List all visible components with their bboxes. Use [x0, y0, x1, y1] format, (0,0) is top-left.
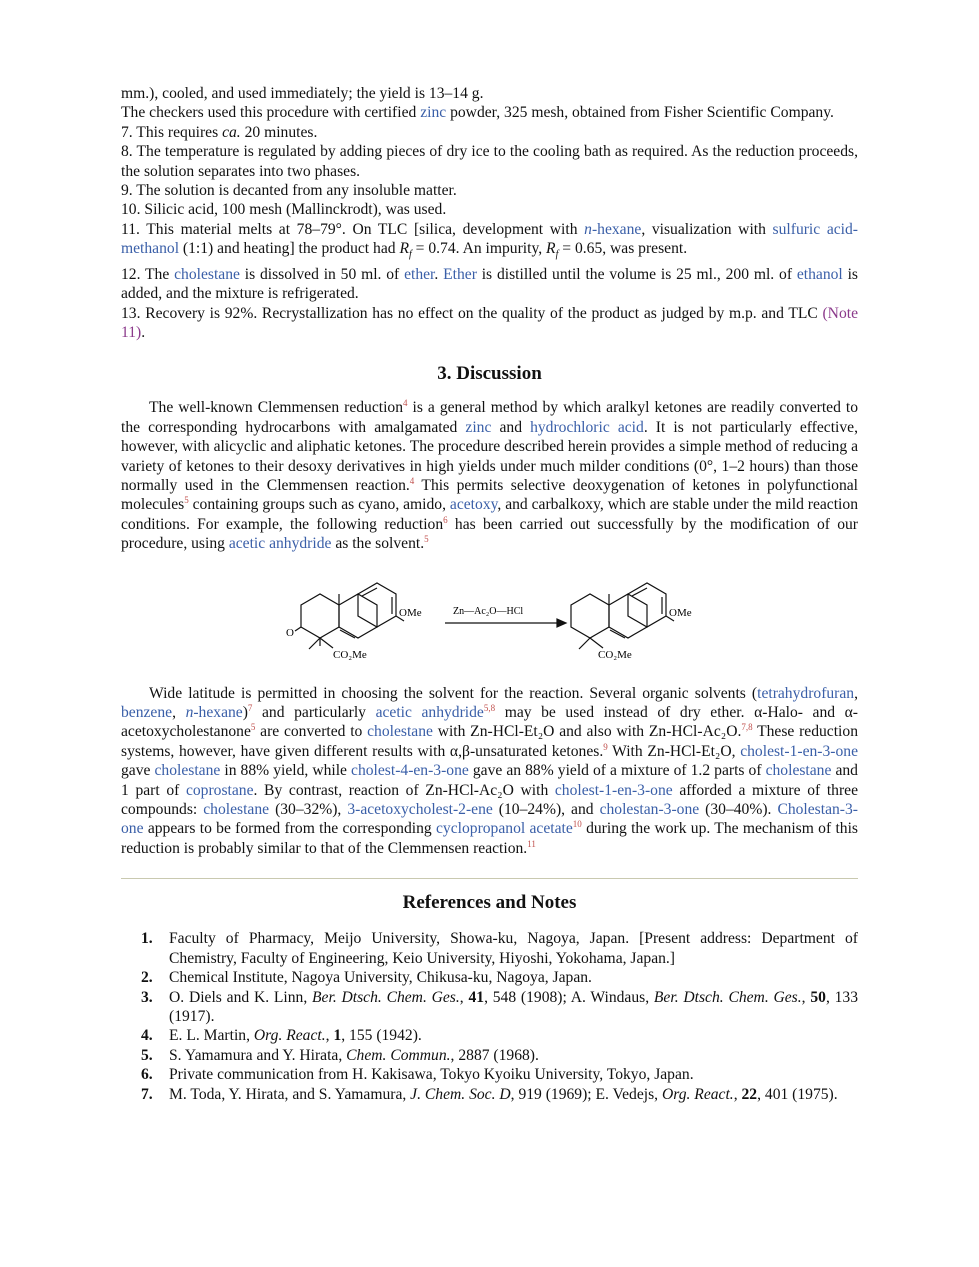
link-3-acetoxycholest-2-ene[interactable]: 3-acetoxycholest-2-ene: [347, 801, 493, 819]
reaction-scheme-drawing: [121, 562, 858, 680]
ref-link[interactable]: 5: [184, 495, 189, 506]
link-cyclopropanol-acetate[interactable]: cyclopropanol acetate: [436, 820, 573, 838]
note-10: 10. Silicic acid, 100 mesh (Mallinckrodt), was used.: [121, 201, 447, 219]
link-cholestan-3-one[interactable]: cholestan-3-one: [599, 801, 700, 819]
reference-item: 5. S. Yamamura and Y. Hirata, Chem. Commun., 2887 (1968).: [141, 1046, 539, 1064]
link-n-hexane[interactable]: n-hexane: [584, 220, 642, 238]
link-cholest-1-en-3-one[interactable]: cholest-1-en-3-one: [554, 781, 673, 799]
ref-link[interactable]: 6: [443, 514, 448, 525]
link-cholestane[interactable]: cholestane: [154, 762, 221, 780]
link-n-hexane[interactable]: n-hexane: [185, 704, 243, 722]
note-checkers: The checkers used this procedure with certified zinc powder, 325 mesh, obtained from Fisher Scientific Company.: [121, 104, 834, 122]
methoxy-label: OMe: [399, 606, 422, 619]
link-cholest-1-en-3-one[interactable]: cholest-1-en-3-one: [740, 742, 858, 760]
reference-item: 4. E. L. Martin, Org. React., 1, 155 (1942).: [141, 1027, 422, 1045]
reagent-label: Zn—Ac₂O—HCl: [453, 605, 524, 617]
ketone-oxygen-label: O: [286, 626, 294, 639]
references-heading: References and Notes: [402, 892, 577, 914]
link-ethanol[interactable]: ethanol: [796, 265, 843, 283]
link-cholestane[interactable]: cholestane: [203, 801, 270, 819]
note-8: 8. The temperature is regulated by adding pieces of dry ice to the cooling bath as required. As the reduction proceeds, the solution separates into two phases.: [121, 143, 858, 180]
ref-link[interactable]: 5,8: [483, 703, 496, 714]
link-tetrahydrofuran[interactable]: tetrahydrofuran: [757, 684, 855, 702]
ref-link[interactable]: 7,8: [741, 722, 753, 733]
ref-link[interactable]: 4: [403, 398, 408, 409]
link-acetoxy[interactable]: acetoxy: [449, 496, 498, 514]
link-cholestane[interactable]: cholestane: [174, 265, 240, 283]
ref-link[interactable]: 7: [247, 703, 253, 714]
note-11: 11. This material melts at 78–79°. On TLC [silica, development with n-hexane, visualization with sulfuric acid-methanol (1:1) and heating] the product had $R_f = 0.74$. An impurity, $R_f = 0.65$, was present.: [121, 220, 858, 261]
link-acetic-anhydride[interactable]: acetic anhydride: [228, 535, 332, 553]
link-cholestane[interactable]: cholestane: [367, 723, 433, 741]
note-continuation: mm.), cooled, and used immediately; the yield is 13–14 g.: [121, 85, 484, 102]
discussion-paragraph-1: The well-known Clemmensen reduction$^4$ is a general method by which aralkyl ketones are readily converted to the corresponding hydrocarbons with amalgamated zinc and hydrochloric acid. It is not particularly effective, however, with alicyclic and aliphatic ketones. The procedure described herein provides a simple method of reducing a variety of ketones to their desoxy derivatives in high yields under much milder conditions (0°, 1–2 hours) than those normally used in the Clemmensen reaction.$^4$ This permits selective deoxygenation of ketones in polyfunctional molecules$^5$ containing groups such as cyano, amido, acetoxy, and carbalkoxy, which are stable under the mild reaction conditions. For example, the following reduction$^6$ has been carried out successfully by the modification of our procedure, using acetic anhydride as the solvent.$^5$: [121, 398, 859, 553]
ester-label: CO₂Me: [333, 648, 367, 661]
link-cholest-4-en-3-one[interactable]: cholest-4-en-3-one: [351, 762, 469, 780]
note-9: 9. The solution is decanted from any insoluble matter.: [121, 182, 457, 200]
link-acetic-anhydride[interactable]: acetic anhydride: [375, 704, 484, 722]
ref-link[interactable]: 11: [527, 838, 536, 849]
reaction-scheme: [121, 562, 858, 680]
link-zinc[interactable]: zinc: [465, 418, 492, 436]
link-hydrochloric-acid[interactable]: hydrochloric acid: [530, 418, 644, 436]
link-cholestane[interactable]: cholestane: [765, 762, 832, 780]
discussion-heading: 3. Discussion: [437, 363, 542, 385]
ref-link[interactable]: 5: [250, 722, 256, 733]
link-zinc[interactable]: zinc: [420, 104, 447, 122]
link-sulfuric-acid-methanol[interactable]: sulfuric acid-methanol: [121, 220, 858, 258]
note-7: 7. This requires ca. 20 minutes.: [121, 123, 318, 141]
reference-item: 7. M. Toda, Y. Hirata, and S. Yamamura, J. Chem. Soc. D, 919 (1969); E. Vedejs, Org. React., 22, 401 (1975).: [141, 1085, 838, 1103]
link-cholestan-3-one[interactable]: Cholestan-3-one: [121, 801, 858, 838]
link-coprostane[interactable]: coprostane: [185, 781, 254, 799]
note-12: 12. The cholestane is dissolved in 50 ml. of ether. Ether is distilled until the volume is 25 ml., 200 ml. of ethanol is added, and the mixture is refrigerated.: [121, 265, 858, 303]
ref-link[interactable]: 5: [424, 534, 429, 545]
link-ether[interactable]: ether: [404, 265, 435, 283]
ester-label: CO₂Me: [598, 648, 632, 661]
reference-item: 6. Private communication from H. Kakisawa, Tokyo Kyoiku University, Tokyo, Japan.: [141, 1066, 694, 1084]
link-benzene[interactable]: benzene: [121, 704, 173, 722]
ref-link[interactable]: 4: [409, 476, 415, 487]
discussion-paragraph-2: Wide latitude is permitted in choosing the solvent for the reaction. Several organic solvents (tetrahydrofuran, benzene, n-hexane)$^7$ and particularly acetic anhydride$^{5,8}$ may be used instead of dry ether. α-Halo- and α-acetoxycholestanone$^5$ are converted to cholestane with Zn-HCl-Et₂O and also with Zn-HCl-Ac₂O.$^{7,8}$ These reduction systems, however, have given different results with α,β-unsaturated ketones.$^9$ With Zn-HCl-Et₂O, cholest-1-en-3-one gave cholestane in 88% yield, while cholest-4-en-3-one gave an 88% yield of a mixture of 1.2 parts of cholestane and 1 part of coprostane. By contrast, reaction of Zn-HCl-Ac₂O with cholest-1-en-3-one afforded a mixture of three compounds: cholestane (30–32%), 3-acetoxycholest-2-ene (10–24%), and cholestan-3-one (30–40%). Cholestan-3-one appears to be formed from the corresponding cyclopropanol acetate$^{10}$ during the work up. The mechanism of this reduction is probably similar to that of the Clemmensen reaction.$^{11}$: [121, 684, 858, 857]
page: [121, 84, 858, 1104]
reference-item: 2. Chemical Institute, Nagoya University, Chikusa-ku, Nagoya, Japan.: [141, 969, 592, 987]
link-ether[interactable]: Ether: [443, 265, 477, 283]
link-note-11[interactable]: (Note 11): [121, 304, 858, 341]
reference-item: 3. O. Diels and K. Linn, Ber. Dtsch. Chem. Ges., 41, 548 (1908); A. Windaus, Ber. Dtsch. Chem. Ges., 50, 133 (1917).: [141, 988, 859, 1025]
references-list: [121, 929, 858, 1104]
ref-link[interactable]: 9: [603, 741, 608, 752]
note-13: 13. Recovery is 92%. Recrystallization has no effect on the quality of the product as judged by m.p. and TLC (Note 11).: [121, 304, 858, 341]
ref-link[interactable]: 10: [572, 819, 582, 830]
reference-item: 1. Faculty of Pharmacy, Meijo University, Showa-ku, Nagoya, Japan. [Present address: Department of Chemistry, Faculty of Engineering, Keio University, Hiyoshi, Yokohama, Japan.]: [141, 930, 858, 967]
methoxy-label: OMe: [669, 606, 692, 619]
